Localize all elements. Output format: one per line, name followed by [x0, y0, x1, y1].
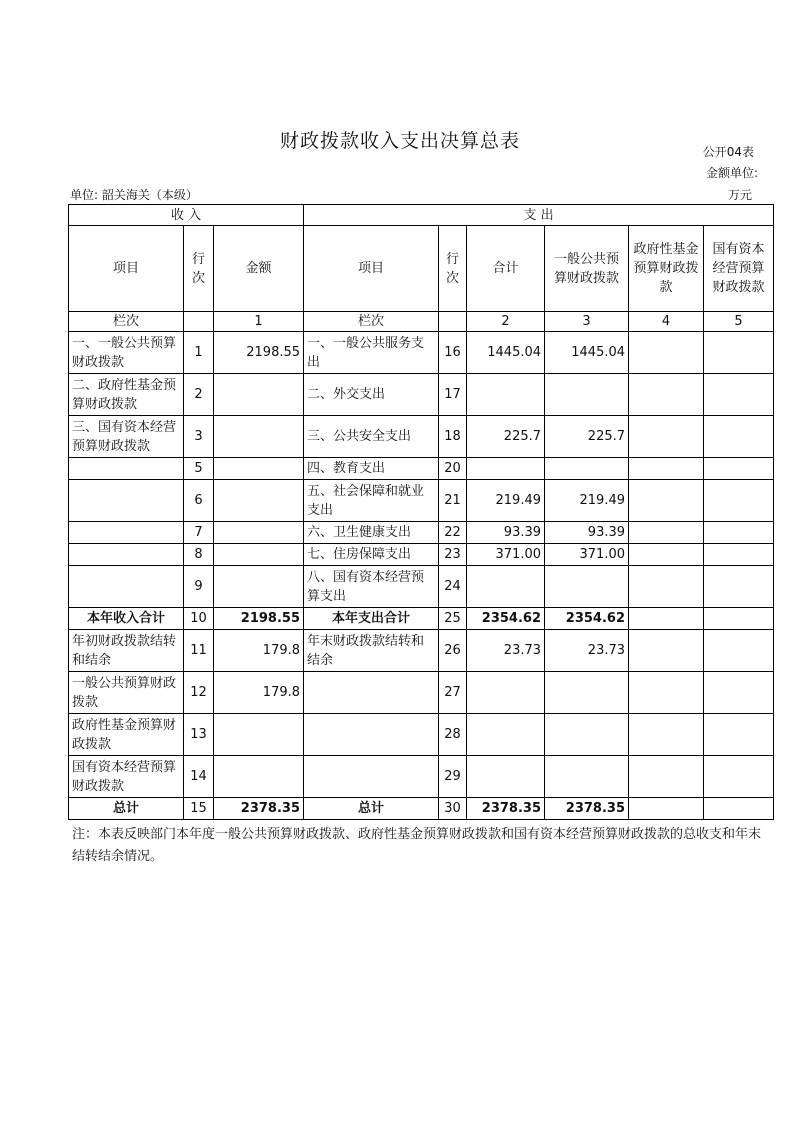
income-col-label: 栏次 — [69, 312, 184, 332]
expense-gov-cell — [629, 672, 704, 714]
table-row — [69, 714, 774, 756]
expense-item-cell: 四、教育支出 — [304, 458, 439, 480]
income-amount-cell: 2198.55 — [214, 332, 304, 374]
expense-total-cell: 93.39 — [467, 522, 545, 544]
organization-label: 单位: 韶关海关（本级） — [70, 188, 198, 202]
income-amount-cell — [214, 374, 304, 416]
expense-line-cell: 27 — [439, 672, 467, 714]
amount-unit-value: 万元 — [727, 188, 752, 202]
expense-gov-cell — [629, 522, 704, 544]
expense-total-cell — [467, 672, 545, 714]
expense-item-cell: 一、一般公共服务支出 — [304, 332, 439, 374]
expense-item-cell: 八、国有资本经营预算支出 — [304, 566, 439, 608]
income-item-cell — [69, 522, 184, 544]
expense-item-cell: 六、卫生健康支出 — [304, 522, 439, 544]
expense-general-cell — [545, 458, 629, 480]
income-item-cell: 一、一般公共预算财政拨款 — [69, 332, 184, 374]
table-row — [69, 332, 774, 374]
expense-general-cell: 93.39 — [545, 522, 629, 544]
expense-total-cell: 23.73 — [467, 630, 545, 672]
expense-general-cell: 219.49 — [545, 480, 629, 522]
expense-state-cell — [704, 608, 774, 630]
expense-state-cell — [704, 522, 774, 544]
expense-col-5: 5 — [704, 312, 774, 332]
income-item-header: 项目 — [69, 226, 184, 312]
expense-grand-total-label: 总计 — [304, 798, 439, 820]
expense-total-cell: 371.00 — [467, 544, 545, 566]
state-capital-header: 国有资本经营预算财政拨款 — [704, 226, 774, 312]
income-col-line-blank — [184, 312, 214, 332]
income-amount-cell — [214, 522, 304, 544]
grand-total-row — [69, 798, 774, 820]
income-item-cell: 二、政府性基金预算财政拨款 — [69, 374, 184, 416]
expense-gov-cell — [629, 630, 704, 672]
expense-general-cell: 225.7 — [545, 416, 629, 458]
expense-gov-cell — [629, 544, 704, 566]
column-index-row — [69, 312, 774, 332]
income-amount-cell — [214, 566, 304, 608]
expense-total-header: 合计 — [467, 226, 545, 312]
expense-general-cell — [545, 566, 629, 608]
table-row — [69, 416, 774, 458]
expense-state-cell — [704, 416, 774, 458]
expense-state-cell — [704, 630, 774, 672]
income-item-cell: 年初财政拨款结转和结余 — [69, 630, 184, 672]
expense-line-cell: 20 — [439, 458, 467, 480]
expense-total-cell — [467, 458, 545, 480]
expense-state-cell — [704, 566, 774, 608]
income-subtotal-label: 本年收入合计 — [69, 608, 184, 630]
income-amount-cell — [214, 480, 304, 522]
expense-line-cell: 22 — [439, 522, 467, 544]
table-row — [69, 566, 774, 608]
income-col-1: 1 — [214, 312, 304, 332]
expense-subtotal-total: 2354.62 — [467, 608, 545, 630]
expense-subtotal-general: 2354.62 — [545, 608, 629, 630]
expense-total-cell — [467, 756, 545, 798]
expense-item-cell: 二、外交支出 — [304, 374, 439, 416]
expense-general-cell — [545, 672, 629, 714]
expense-total-cell — [467, 714, 545, 756]
income-amount-header: 金额 — [214, 226, 304, 312]
income-amount-cell — [214, 544, 304, 566]
expense-total-cell — [467, 374, 545, 416]
expense-line-cell: 30 — [439, 798, 467, 820]
income-amount-cell — [214, 416, 304, 458]
table-note: 注：本表反映部门本年度一般公共预算财政拨款、政府性基金预算财政拨款和国有资本经营预算财政拨款的总收支和年末结转结余情况。 — [72, 827, 762, 864]
subtotal-row — [69, 608, 774, 630]
expense-line-cell: 21 — [439, 480, 467, 522]
income-line-cell: 11 — [184, 630, 214, 672]
income-item-cell — [69, 566, 184, 608]
expense-state-cell — [704, 374, 774, 416]
expense-state-cell — [704, 756, 774, 798]
income-line-cell: 6 — [184, 480, 214, 522]
expense-line-cell: 18 — [439, 416, 467, 458]
expense-general-cell — [545, 714, 629, 756]
expense-line-cell: 23 — [439, 544, 467, 566]
income-line-cell: 10 — [184, 608, 214, 630]
expense-state-cell — [704, 714, 774, 756]
expense-col-2: 2 — [467, 312, 545, 332]
expense-line-cell: 28 — [439, 714, 467, 756]
expense-item-cell: 五、社会保障和就业支出 — [304, 480, 439, 522]
income-line-header: 行次 — [184, 226, 214, 312]
expense-line-cell: 29 — [439, 756, 467, 798]
expense-line-cell: 17 — [439, 374, 467, 416]
expense-line-cell: 24 — [439, 566, 467, 608]
table-row — [69, 374, 774, 416]
expense-item-cell — [304, 756, 439, 798]
expense-item-cell — [304, 714, 439, 756]
expense-gov-cell — [629, 608, 704, 630]
income-line-cell: 15 — [184, 798, 214, 820]
income-grand-total-amount: 2378.35 — [214, 798, 304, 820]
table-row — [69, 756, 774, 798]
expense-item-cell — [304, 672, 439, 714]
income-section-header: 收 入 — [69, 205, 304, 226]
expense-gov-cell — [629, 458, 704, 480]
income-item-cell: 三、国有资本经营预算财政拨款 — [69, 416, 184, 458]
expense-line-cell: 26 — [439, 630, 467, 672]
expense-general-cell: 371.00 — [545, 544, 629, 566]
income-item-cell — [69, 480, 184, 522]
expense-col-label: 栏次 — [304, 312, 439, 332]
expense-general-cell: 23.73 — [545, 630, 629, 672]
expense-line-cell: 25 — [439, 608, 467, 630]
income-amount-cell: 179.8 — [214, 672, 304, 714]
expense-general-cell: 1445.04 — [545, 332, 629, 374]
expense-gov-cell — [629, 480, 704, 522]
table-row — [69, 672, 774, 714]
expense-line-cell: 16 — [439, 332, 467, 374]
expense-state-cell — [704, 544, 774, 566]
income-amount-cell: 179.8 — [214, 630, 304, 672]
table-row — [69, 544, 774, 566]
income-line-cell: 12 — [184, 672, 214, 714]
income-amount-cell — [214, 714, 304, 756]
income-line-cell: 1 — [184, 332, 214, 374]
income-line-cell: 3 — [184, 416, 214, 458]
expense-item-header: 项目 — [304, 226, 439, 312]
table-row — [69, 522, 774, 544]
income-item-cell: 政府性基金预算财政拨款 — [69, 714, 184, 756]
expense-gov-cell — [629, 416, 704, 458]
expense-gov-cell — [629, 374, 704, 416]
expense-gov-cell — [629, 798, 704, 820]
column-header-row — [69, 226, 774, 312]
table-row — [69, 480, 774, 522]
expense-item-cell: 年末财政拨款结转和结余 — [304, 630, 439, 672]
expense-state-cell — [704, 458, 774, 480]
expense-line-header: 行次 — [439, 226, 467, 312]
income-amount-cell — [214, 756, 304, 798]
income-item-cell — [69, 544, 184, 566]
expense-state-cell — [704, 798, 774, 820]
expense-gov-cell — [629, 566, 704, 608]
table-row — [69, 630, 774, 672]
income-item-cell — [69, 458, 184, 480]
income-item-cell: 国有资本经营预算财政拨款 — [69, 756, 184, 798]
expense-col-line-blank — [439, 312, 467, 332]
expense-total-cell: 219.49 — [467, 480, 545, 522]
expense-total-cell: 1445.04 — [467, 332, 545, 374]
report-title: 财政拨款收入支出决算总表 — [279, 130, 520, 152]
expense-col-3: 3 — [545, 312, 629, 332]
expense-general-cell — [545, 374, 629, 416]
income-line-cell: 13 — [184, 714, 214, 756]
income-grand-total-label: 总计 — [69, 798, 184, 820]
income-subtotal-amount: 2198.55 — [214, 608, 304, 630]
income-item-cell: 一般公共预算财政拨款 — [69, 672, 184, 714]
form-number: 公开04表 — [702, 145, 754, 159]
expense-section-header: 支 出 — [304, 205, 774, 226]
income-line-cell: 2 — [184, 374, 214, 416]
table-row — [69, 458, 774, 480]
expense-col-4: 4 — [629, 312, 704, 332]
expense-grand-total-total: 2378.35 — [467, 798, 545, 820]
income-line-cell: 7 — [184, 522, 214, 544]
expense-item-cell: 七、住房保障支出 — [304, 544, 439, 566]
expense-state-cell — [704, 332, 774, 374]
section-header-row — [69, 205, 774, 226]
income-line-cell: 8 — [184, 544, 214, 566]
expense-gov-cell — [629, 332, 704, 374]
gov-fund-header: 政府性基金预算财政拨款 — [629, 226, 704, 312]
income-line-cell: 5 — [184, 458, 214, 480]
expense-grand-total-general: 2378.35 — [545, 798, 629, 820]
income-amount-cell — [214, 458, 304, 480]
income-line-cell: 14 — [184, 756, 214, 798]
amount-unit-label: 金额单位: — [705, 166, 758, 180]
expense-item-cell: 三、公共安全支出 — [304, 416, 439, 458]
general-budget-header: 一般公共预算财政拨款 — [545, 226, 629, 312]
expense-gov-cell — [629, 714, 704, 756]
expense-state-cell — [704, 480, 774, 522]
expense-subtotal-label: 本年支出合计 — [304, 608, 439, 630]
income-line-cell: 9 — [184, 566, 214, 608]
expense-total-cell: 225.7 — [467, 416, 545, 458]
budget-summary-table — [68, 204, 774, 820]
expense-total-cell — [467, 566, 545, 608]
expense-state-cell — [704, 672, 774, 714]
expense-gov-cell — [629, 756, 704, 798]
expense-general-cell — [545, 756, 629, 798]
